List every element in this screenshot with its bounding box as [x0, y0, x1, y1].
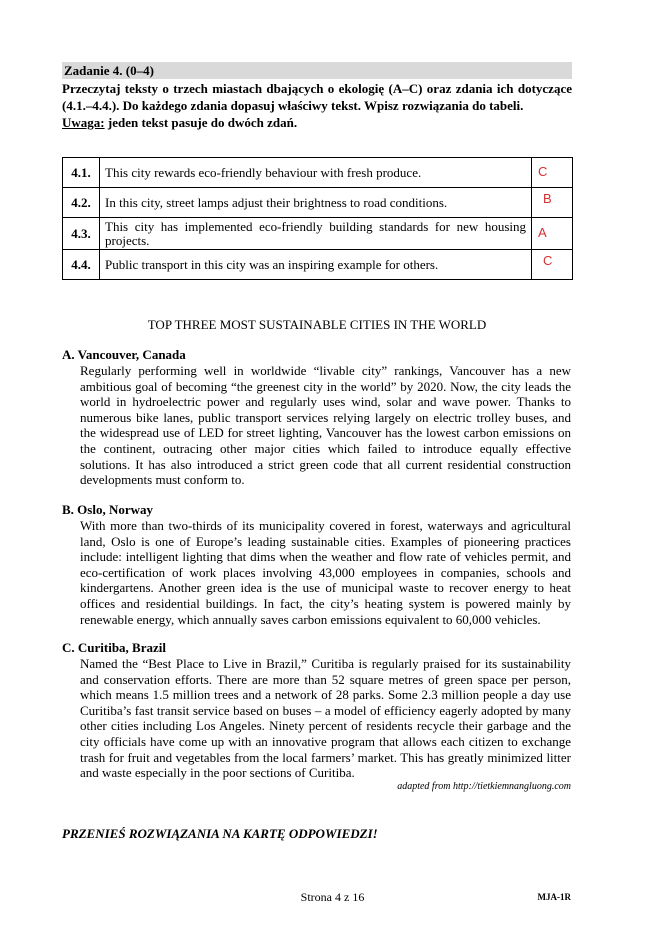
- exam-code: MJA-1R: [537, 892, 571, 902]
- note-label: Uwaga:: [62, 115, 105, 130]
- table-row: [63, 218, 573, 250]
- answer-mark: B: [543, 191, 552, 206]
- answer-mark: A: [538, 225, 547, 240]
- answer-mark: C: [538, 164, 548, 179]
- answer-cell[interactable]: [532, 158, 573, 188]
- statement-text: This city rewards eco-friendly behaviour with fresh produce.: [100, 158, 532, 188]
- answer-cell[interactable]: [532, 188, 573, 218]
- answer-cell[interactable]: [532, 218, 573, 250]
- article-title: TOP THREE MOST SUSTAINABLE CITIES IN THE WORLD: [147, 317, 487, 332]
- section-text-b: With more than two-thirds of its municipality covered in forest, waterways and agricultural land, Oslo is one of Europe’s leading sustainable cities. Examples of pioneering practices include: intelligent lighting that dims when the weather and flow rate of vehicles permit, and eco-certification of work places involving 43,000 employees in companies, schools and kindergartens. Another green idea is the use of municipal waste to recover energy to heat offices and residential buildings. In fact, the city’s heating system is powered mainly by renewable energy, which annually saves carbon emissions equivalent to 60,000 vehicles.: [80, 518, 571, 627]
- transfer-note: PRZENIEŚ ROZWIĄZANIA NA KARTĘ ODPOWIEDZI!: [62, 826, 378, 841]
- instruction-main: Przeczytaj teksty o trzech miastach dbających o ekologię (A–C) oraz zdania ich dotyczące (4.1.–4.4.). Do każdego zdania dopasuj właściwy tekst. Wpisz rozwiązania do tabeli.: [62, 81, 572, 113]
- section-heading-c: C. Curitiba, Brazil: [62, 640, 166, 655]
- statement-text: In this city, street lamps adjust their brightness to road conditions.: [100, 188, 532, 218]
- task-heading: Zadanie 4. (0–4): [64, 63, 154, 78]
- section-text-a: Regularly performing well in worldwide “livable city” rankings, Vancouver has a new ambitious goal of becoming “the greenest city in the world” by 2020. Now, the city leads the world in hydroelectric power and regularly uses wind, solar and wave power. Thanks to numerous bike lanes, public transport services relying largely on electric trolley buses, and the widespread use of LED for street lighting, Vancouver has the lowest carbon emissions on the continent, outracing other major cities which failed to introduce equally effective solutions. It has also introduced a strict green code that all current residential construction developments must conform to.: [80, 363, 571, 488]
- table-row: [63, 188, 573, 218]
- task-heading-bar: [62, 62, 572, 79]
- statement-text: Public transport in this city was an inspiring example for others.: [100, 250, 532, 280]
- task-instruction: [62, 80, 572, 131]
- statement-number: 4.3.: [63, 218, 100, 250]
- note-text: jeden tekst pasuje do dwóch zdań.: [104, 115, 298, 130]
- section-heading-b: B. Oslo, Norway: [62, 502, 153, 517]
- answer-mark: C: [543, 253, 553, 268]
- answer-cell[interactable]: [532, 250, 573, 280]
- section-text-c: Named the “Best Place to Live in Brazil,” Curitiba is regularly praised for its sustainability and conservation efforts. There are more than 52 square metres of green space per person, which means 1.5 million trees and a network of 28 parks. Some 2.3 million people a day use Curitiba’s fast transit service based on buses – a model of efficiency eagerly adopted by many other cities including Los Angeles. Ninety percent of residents recycle their garbage and the city officials have come up with an innovative program that allows each citizen to exchange trash for fruit and vegetables from the local farmers’ market. This has greatly minimized litter and waste especially in the poor sections of Curitiba.: [80, 656, 571, 781]
- statement-text: This city has implemented eco-friendly building standards for new housing projects.: [100, 218, 532, 250]
- statement-number: 4.2.: [63, 188, 100, 218]
- answer-table: [62, 157, 573, 280]
- page-number: Strona 4 z 16: [300, 890, 365, 904]
- table-row: [63, 250, 573, 280]
- statement-number: 4.1.: [63, 158, 100, 188]
- source-note: adapted from http://tietkiemnangluong.com: [397, 781, 571, 792]
- section-heading-a: A. Vancouver, Canada: [62, 347, 186, 362]
- statement-number: 4.4.: [63, 250, 100, 280]
- table-row: [63, 158, 573, 188]
